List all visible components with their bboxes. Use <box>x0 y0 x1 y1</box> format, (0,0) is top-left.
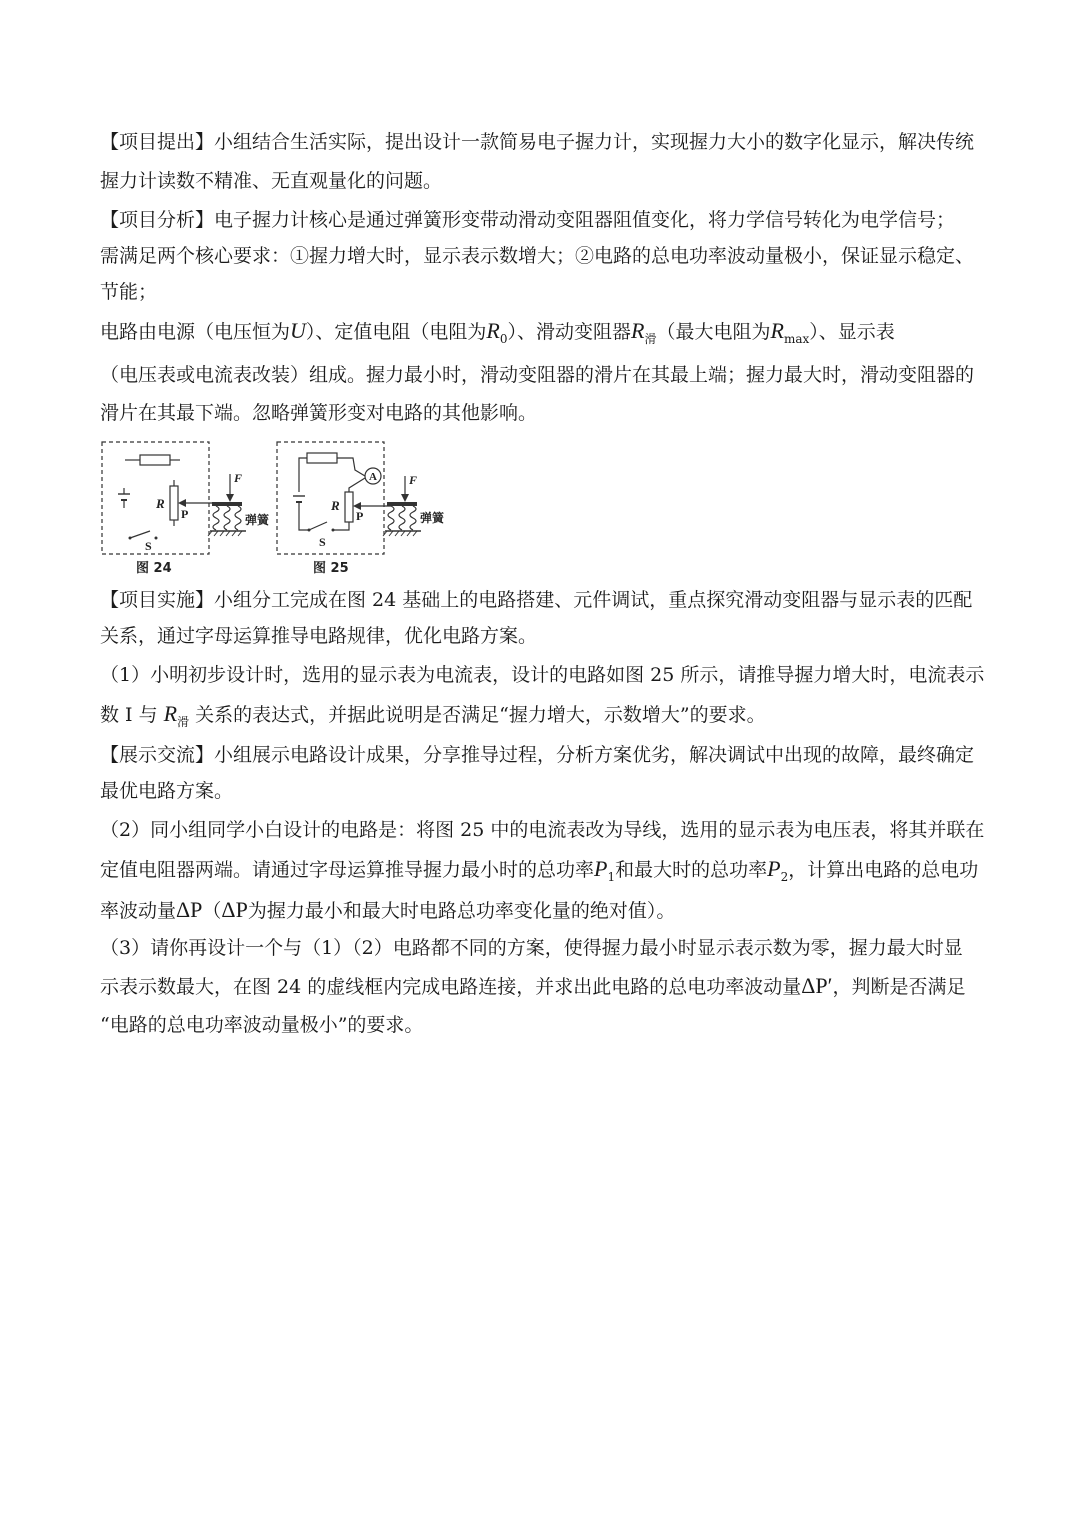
question-3-line-1: （3）请你再设计一个与（1）（2）电路都不同的方案，使得握力最小时显示表示数为零，握力最大时显 <box>100 937 963 959</box>
circuit-description-line-2: （电压表或电流表改装）组成。握力最小时，滑动变阻器的滑片在其最上端；握力最大时，滑动变阻器的 <box>100 364 975 386</box>
question-3-line-3: “电路的总电功率波动量极小”的要求。 <box>100 1014 424 1036</box>
subscript-hua: 滑 <box>644 332 657 346</box>
fixed-resistor <box>307 453 337 463</box>
r-label: R <box>156 496 165 511</box>
subscript-max: max <box>783 332 810 346</box>
text-segment: 电路由电源（电压恒为 <box>100 321 291 343</box>
project-proposal-line-2: 握力计读数不精准、无直观量化的问题。 <box>100 170 443 192</box>
project-implementation-line-1: 【项目实施】小组分工完成在图 24 基础上的电路搭建、元件调试，重点探究滑动变阻器与显示表的匹配 <box>100 589 973 611</box>
figure-25-caption: 图 25 <box>313 561 349 576</box>
figure-24 <box>100 438 280 578</box>
force-arrow-head <box>401 494 409 502</box>
symbol-R: R <box>486 318 500 343</box>
slide-rheostat <box>170 486 178 520</box>
s-label: S <box>145 539 152 553</box>
text-segment: ，计算出电路的总电功 <box>788 859 979 881</box>
subscript-1: 1 <box>607 870 616 884</box>
spring-top-plate <box>387 502 417 506</box>
spring-coils <box>213 506 241 530</box>
subscript-0: 0 <box>499 332 508 346</box>
switch-contact <box>308 529 311 532</box>
project-proposal-line-1: 【项目提出】小组结合生活实际，提出设计一款简易电子握力计，实现握力大小的数字化显示，解决传统 <box>100 131 975 153</box>
slider-arrow <box>178 499 186 507</box>
subscript-hua: 滑 <box>177 715 190 729</box>
wire <box>349 478 365 492</box>
presentation-line-1: 【展示交流】小组展示电路设计成果，分享推导过程，分析方案优劣，解决调试中出现的故障，最终确定 <box>100 744 975 766</box>
slide-rheostat <box>345 492 353 522</box>
force-arrow-head <box>226 494 234 502</box>
fixed-resistor <box>140 455 170 465</box>
r-label: R <box>331 498 340 513</box>
text-segment: 为握力最小和最大时电路总功率变化量的绝对值）。 <box>247 900 676 922</box>
text-segment: （ <box>202 900 222 922</box>
s-label: S <box>319 535 326 549</box>
question-3-line-2 <box>100 968 990 1005</box>
f-label: F <box>234 471 243 485</box>
symbol-delta-p-prime: ΔP′ <box>801 973 833 998</box>
switch-contact <box>155 537 158 540</box>
text-segment: 示表示数最大，在图 24 的虚线框内完成电路连接，并求出此电路的总电功率波动量 <box>100 976 802 998</box>
switch-blade <box>309 522 327 530</box>
circuit-description-line-1 <box>100 313 990 357</box>
text-segment: 关系的表达式，并据此说明是否满足“握力增大，示数增大”的要求。 <box>195 704 766 726</box>
question-2-line-1: （2）同小组同学小白设计的电路是：将图 25 中的电流表改为导线，选用的显示表为电压表，将其并联在 <box>100 819 985 841</box>
a-label: A <box>369 471 377 483</box>
text-segment: 率波动量 <box>100 900 177 922</box>
question-1-line-1: （1）小明初步设计时，选用的显示表为电流表，设计的电路如图 25 所示，请推导握力增大时，电流表示 <box>100 664 985 686</box>
presentation-line-2: 最优电路方案。 <box>100 780 234 802</box>
symbol-delta-p: ΔP <box>221 897 248 922</box>
f-label: F <box>409 473 418 487</box>
symbol-R: R <box>163 701 178 726</box>
figure-25 <box>275 438 455 578</box>
wire <box>299 502 309 530</box>
ground-hatch <box>208 531 242 536</box>
symbol-U: U <box>290 318 306 343</box>
text-segment: ）、显示表 <box>809 321 895 343</box>
p-label: P <box>356 509 364 523</box>
question-1-line-2 <box>100 696 990 740</box>
project-analysis-line-3: 节能； <box>100 281 158 303</box>
spring-label: 弹簧 <box>420 511 445 525</box>
circuit-description-line-3: 滑片在其最下端。忽略弹簧形变对电路的其他影响。 <box>100 402 538 424</box>
symbol-P: P <box>594 856 608 881</box>
spring-coils <box>388 506 416 530</box>
switch-blade <box>130 531 150 538</box>
text-segment: ）、滑动变阻器 <box>507 321 632 343</box>
question-2-line-3 <box>100 892 990 929</box>
text-segment: ，判断是否满足 <box>832 976 966 998</box>
spring-label: 弹簧 <box>245 513 270 527</box>
question-2-line-2 <box>100 851 990 895</box>
text-segment: 数 I 与 <box>100 704 158 726</box>
text-segment: ）、定值电阻（电阻为 <box>305 321 487 343</box>
wire <box>337 458 365 476</box>
text-segment: 和最大时的总功率 <box>615 859 768 881</box>
symbol-R: R <box>631 318 645 343</box>
symbol-delta-p: ΔP <box>176 897 203 922</box>
p-label: P <box>181 507 189 521</box>
symbol-R: R <box>770 318 784 343</box>
project-analysis-line-2: 需满足两个核心要求：①握力增大时，显示表示数增大；②电路的总电功率波动量极小，保证显示稳定、 <box>100 245 975 267</box>
symbol-P: P <box>767 856 781 881</box>
ground-hatch <box>383 531 417 536</box>
text-segment: （最大电阻为 <box>656 321 771 343</box>
text-segment: 定值电阻器两端。请通过字母运算推导握力最小时的总功率 <box>100 859 595 881</box>
spring-top-plate <box>212 502 242 506</box>
subscript-2: 2 <box>780 870 789 884</box>
wire <box>299 458 307 492</box>
project-analysis-line-1: 【项目分析】电子握力计核心是通过弹簧形变带动滑动变阻器阻值变化，将力学信号转化为电学信号； <box>100 209 956 231</box>
figure-24-caption: 图 24 <box>136 561 172 576</box>
wire <box>333 522 349 530</box>
switch-contact <box>332 529 335 532</box>
switch-contact <box>129 537 132 540</box>
project-implementation-line-2: 关系，通过字母运算推导电路规律，优化电路方案。 <box>100 625 538 647</box>
